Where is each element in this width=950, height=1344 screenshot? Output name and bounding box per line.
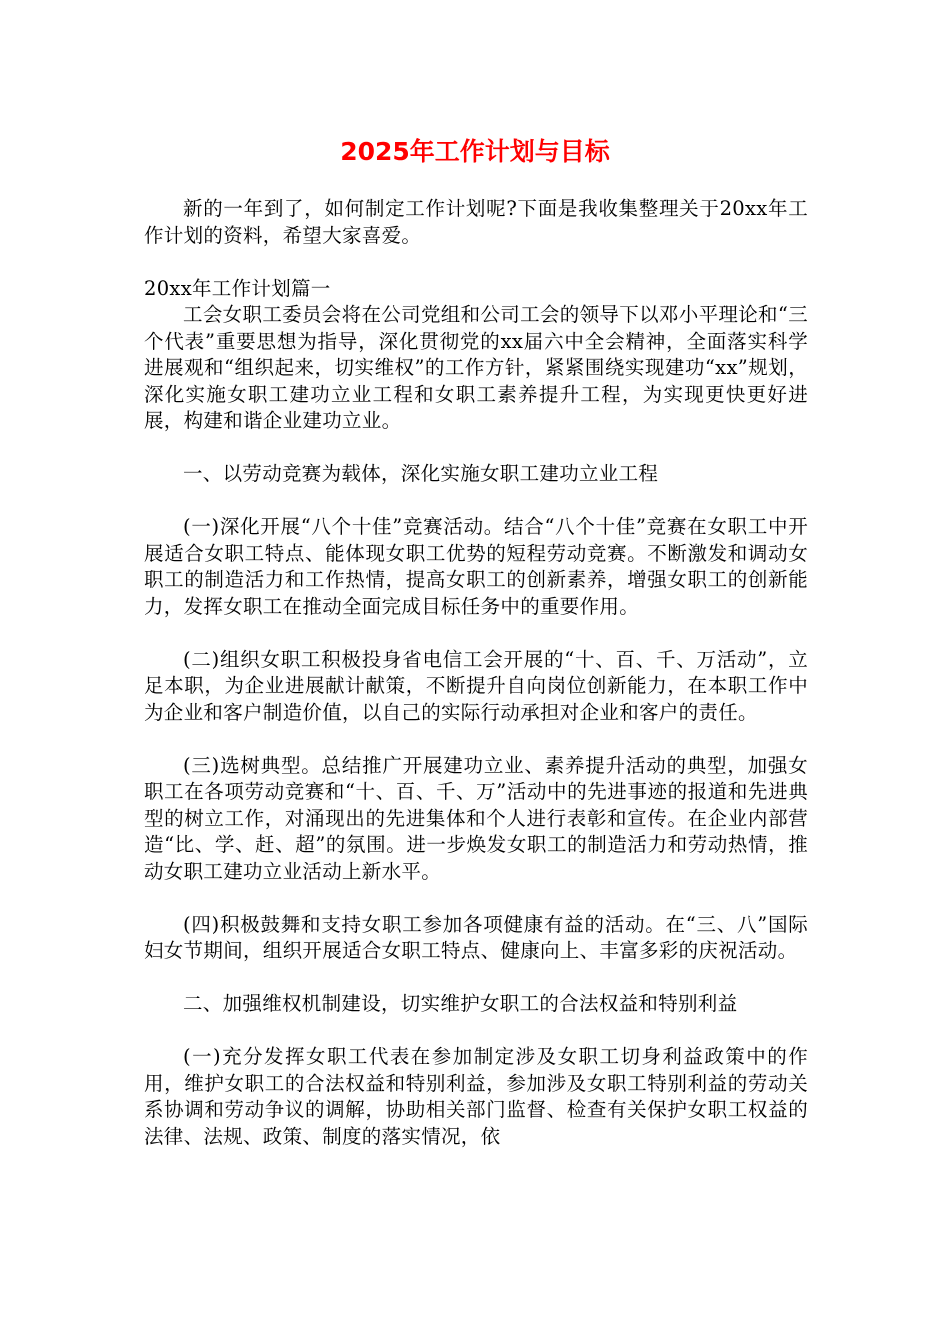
section-heading: 二、加强维权机制建设，切实维护女职工的合法权益和特别利益: [183, 992, 738, 1015]
body-paragraph: (四)积极鼓舞和支持女职工参加各项健康有益的活动。在“三、八”国际妇女节期间，组织开展适合女职工特点、健康向上、丰富多彩的庆祝活动。: [144, 912, 808, 962]
body-paragraph: (二)组织女职工积极投身省电信工会开展的“十、百、千、万活动”，立足本职，为企业进展献计献策，不断提升自向岗位创新能力，在本职工作中为企业和客户制造价值，以自己的实际行动承担对企业和客户的责任。: [144, 647, 808, 724]
document-title: 2025年工作计划与目标: [340, 137, 610, 166]
body-paragraph: 工会女职工委员会将在公司党组和公司工会的领导下以邓小平理论和“三个代表”重要思想为指导，深化贯彻党的xx届六中全会精神，全面落实科学进展观和“组织起来，切实维权”的工作方针，紧紧围绕实现建功“xx”规划，深化实施女职工建功立业工程和女职工素养提升工程，为实现更快更好进展，构建和谐企业建功立业。: [144, 303, 808, 432]
body-paragraph: (三)选树典型。总结推广开展建功立业、素养提升活动的典型，加强女职工在各项劳动竞赛和“十、百、千、万”活动中的先进事迹的报道和先进典型的树立工作，对涌现出的先进集体和个人进行表彰和宣传。在企业内部营造“比、学、赶、超”的氛围。进一步焕发女职工的制造活力和劳动热情，推动女职工建功立业活动上新水平。: [144, 753, 808, 883]
part-heading: 20xx年工作计划篇一: [144, 276, 331, 300]
body-paragraph: (一)充分发挥女职工代表在参加制定涉及女职工切身利益政策中的作用，维护女职工的合法权益和特别利益，参加涉及女职工特别利益的劳动关系协调和劳动争议的调解，协助相关部门监督、检查有关保护女职工权益的法律、法规、政策、制度的落实情况，依: [144, 1045, 808, 1148]
body-paragraph: (一)深化开展“八个十佳”竞赛活动。结合“八个十佳”竞赛在女职工中开展适合女职工特点、能体现女职工优势的短程劳动竞赛。不断激发和调动女职工的制造活力和工作热情，提高女职工的创新素养，增强女职工的创新能力，发挥女职工在推动全面完成目标任务中的重要作用。: [144, 515, 808, 618]
intro-paragraph: 新的一年到了，如何制定工作计划呢?下面是我收集整理关于20xx年工作计划的资料，希望大家喜爱。: [144, 197, 808, 247]
section-heading: 一、以劳动竞赛为载体，深化实施女职工建功立业工程: [183, 462, 659, 485]
document-body: [144, 196, 808, 1150]
